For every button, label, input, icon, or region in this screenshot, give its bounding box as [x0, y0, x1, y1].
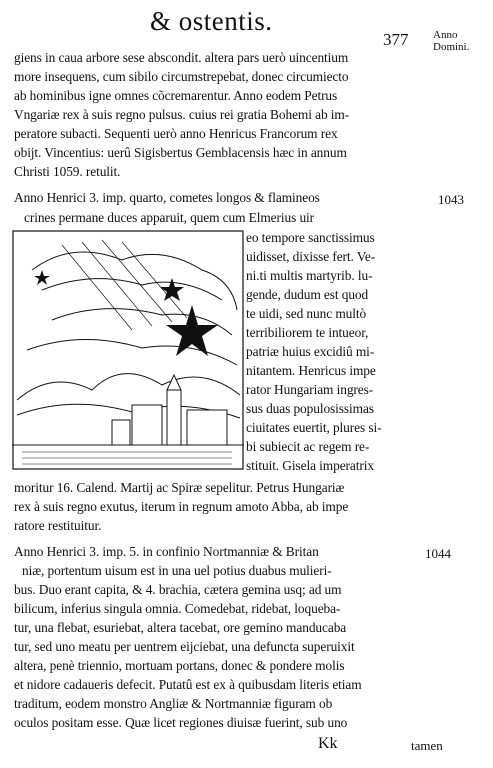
text-line: uidisset, dixisse fert. Ve-	[246, 249, 376, 264]
text-line: moritur 16. Calend. Martij ac Spiræ sepelitur. Petrus Hungariæ	[14, 480, 345, 495]
text-line: crines permane duces apparuit, quem cum Elmerius uir	[24, 210, 315, 225]
catchword: tamen	[411, 738, 443, 753]
page-header-title: & ostentis.	[150, 6, 273, 36]
comet-woodcut-illustration	[12, 230, 244, 470]
text-line: bus. Duo erant capita, & 4. brachia, cætera gemina usq; ad um	[14, 582, 342, 597]
text-line: traditum, eodem monstro Angliæ & Nortmanniæ figuram ob	[14, 696, 333, 711]
text-line: Anno Henrici 3. imp. 5. in confinio Nortmanniæ & Britan	[14, 544, 319, 559]
text-line: Christi 1059. retulit.	[14, 164, 121, 179]
text-line: gende, dudum est quod	[246, 287, 369, 302]
margin-note-anno-domini: Anno Domini.	[433, 29, 470, 53]
text-line: eo tempore sanctissimus	[246, 230, 375, 245]
text-line: obijt. Vincentius: uerû Sigisbertus Gemblacensis hæc in annum	[14, 145, 347, 160]
margin-year-1044: 1044	[425, 546, 451, 561]
text-line: sus duas populosissimas	[246, 401, 374, 416]
text-line: bilicum, inferius singula omnia. Comedebat, ridebat, loqueba-	[14, 601, 341, 616]
text-line: giens in caua arbore sese abscondit. altera pars uerò uincentium	[14, 50, 349, 65]
text-line: terribiliorem te intueor,	[246, 325, 369, 340]
text-line: altera, penè triennio, mortuam portans, donec & pondere molis	[14, 658, 345, 673]
text-line: oculos positam esse. Quæ licet regiones diuisæ fuerint, sub uno	[14, 715, 348, 730]
text-line: ratore restituitur.	[14, 518, 102, 533]
text-line: te uidi, sed nunc multò	[246, 306, 367, 321]
text-line: Anno Henrici 3. imp. quarto, cometes longos & flamineos	[14, 190, 320, 205]
text-line: Vngariæ rex à suis regno pulsus. cuius rei gratia Bohemi ab im-	[14, 107, 350, 122]
page-number: 377	[383, 30, 409, 49]
text-line: nitantem. Henricus impe	[246, 363, 376, 378]
text-line: ciuitates euertit, plures si-	[246, 420, 382, 435]
text-line: peratore subacti. Sequenti uerò anno Henricus Francorum rex	[14, 126, 338, 141]
text-line: tur, una flebat, esuriebat, altera tacebat, ore gemino manducaba	[14, 620, 347, 635]
text-line: et nidore cadaueris defecit. Putatû est ex à quibusdam literis etiam	[14, 677, 362, 692]
text-line: stituit. Gisela imperatrix	[246, 458, 374, 473]
signature-mark: Kk	[318, 735, 338, 752]
text-line: rator Hungariam ingres-	[246, 382, 374, 397]
margin-year-1043: 1043	[438, 192, 464, 207]
text-line: tur, sed uno meatu per uentrem eijciebat, una defuncta superuixit	[14, 639, 355, 654]
text-line: ni.ti multis martyrib. lu-	[246, 268, 373, 283]
text-line: niæ, portentum uisum est in una uel potius duabus mulieri-	[22, 563, 332, 578]
text-line: ab hominibus igne omnes cõcremarentur. Anno eodem Petrus	[14, 88, 338, 103]
text-line: bi subiecit ac regem re-	[246, 439, 370, 454]
text-line: rex à suis regno exutus, iterum in regnum amoto Abba, ab impe	[14, 499, 349, 514]
text-line: more insequens, cum sibilo circumstrepebat, donec circumiecto	[14, 69, 349, 84]
text-line: patriæ huius excidiû mi-	[246, 344, 375, 359]
